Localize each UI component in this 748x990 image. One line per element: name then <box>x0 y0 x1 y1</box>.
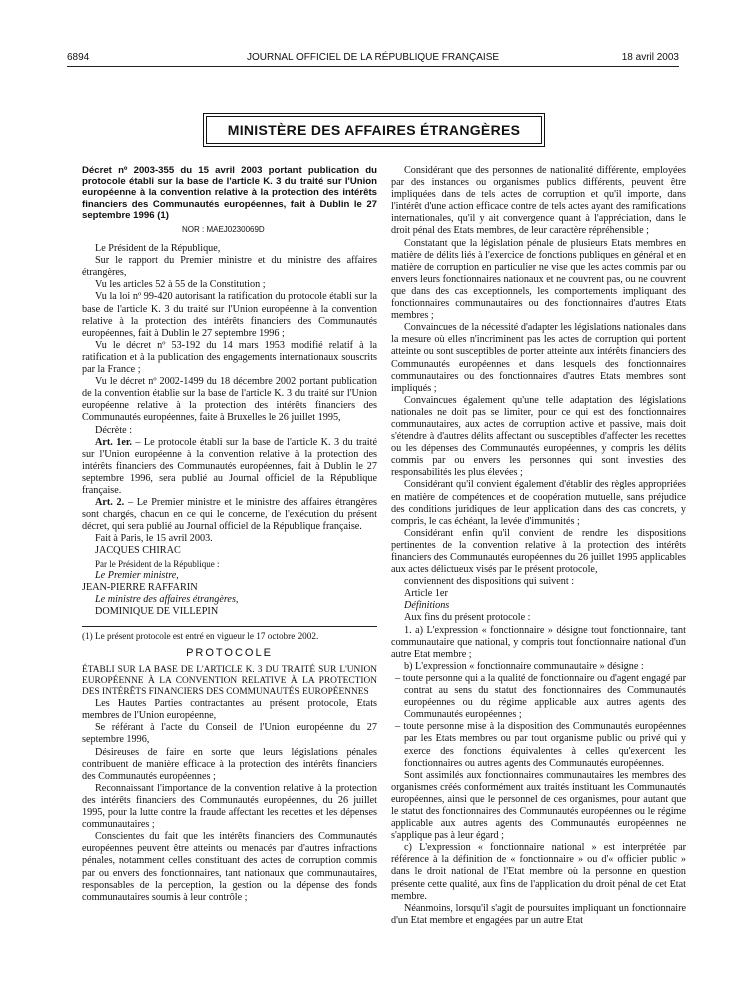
nor-reference: NOR : MAEJ0230069D <box>182 225 265 235</box>
article-1 <box>82 437 377 497</box>
decree-title: Décret nº 2003-355 du 15 avril 2003 portant publication du protocole établi sur la base de l'article K. 3 du traité sur l'Union européenne à la convention relative à la protection des intérêts financiers des Communautés européennes, fait à Dublin le 27 septembre 1996 (1) <box>82 165 377 221</box>
page-number: 6894 <box>67 52 90 63</box>
decrete: Décrète : <box>95 424 133 436</box>
right-column <box>391 165 686 927</box>
paragraph: Vu le décret nº 53-192 du 14 mars 1953 modifié relatif à la ratification et à la publication des engagements internationaux souscrits par la France ; <box>82 339 377 376</box>
paragraph: b) L'expression « fonctionnaire communautaire » désigne : <box>404 660 644 672</box>
pm-name: JEAN-PIERRE RAFFARIN <box>82 581 198 593</box>
footnote: (1) Le présent protocole est entré en vigueur le 17 octobre 2002. <box>82 626 377 642</box>
article-text: – Le Premier ministre et le ministre des affaires étrangères sont chargés, chacun en ce qui le concerne, de l'exécution du présent décret, qui sera publié au Journal officiel de la République française. <box>82 497 377 533</box>
paragraph: c) L'expression « fonctionnaire national » est interprétée par référence à la définition de « fonctionnaire » ou d'« officier public » dans le droit national de l'Etat membre où la personne en question présente cette qualité, aux fins de l'application du droit pénal de cet Etat membre. <box>391 842 686 902</box>
paragraph: Constatant que la législation pénale de plusieurs Etats membres en matière de délits liés à l'exercice de fonctions publiques en général et en matière de corruption en particulier ne vise que les actes commis par ou envers leurs fonctionnaires nationaux et ne couvrent pas, ou ne couvrent que dans des cas exceptionnels, les comportements impliquant des fonctionnaires communautaires ou des fonctionnaires d'autres Etats membres ; <box>391 237 686 322</box>
paragraph: Vu les articles 52 à 55 de la Constitution ; <box>95 279 266 291</box>
paragraph: Conscientes du fait que les intérêts financiers des Communautés européennes peuvent être atteints ou menacés par d'autres infractions pénales, notamment celles constituant des actes de corruption commis par ou envers des fonctionnaires, tant nationaux que communautaires, responsables de la perception, la gestion ou la dépense des fonds communautaires soumis à leur contrôle ; <box>82 831 377 903</box>
ministry-heading: MINISTÈRE DES AFFAIRES ÉTRANGÈRES <box>206 116 542 144</box>
article-label: Art. 1er. <box>95 436 132 448</box>
paragraph: Convaincues de la nécessité d'adapter les législations nationales dans la mesure où elles n'incriminent pas les actes de corruption qui portent atteinte ou sont susceptibles de porter atteinte aux intérêts financiers des Communautés européennes et dans lesquels des fonctionnaires communautaires ou des fonctionnaires d'autres Etats membres sont impliqués ; <box>391 322 686 394</box>
paragraph: Vu le décret nº 2002-1499 du 18 décembre 2002 portant publication de la convention établie sur la base de l'article K. 3 du traité sur l'Union européenne relative à la protection des intérêts financiers des Communautés européennes, faite à Bruxelles le 26 juillet 1995, <box>82 376 377 424</box>
list-item: – toute personne mise à la disposition des Communautés européennes par les Etats membres ou par tout organisme public ou privé qui y exerce des fonctions équivalentes à celles qu'exercent les fonctionnaires ou autres agents des Communautés européennes. <box>395 721 686 769</box>
journal-title: JOURNAL OFFICIEL DE LA RÉPUBLIQUE FRANÇAISE <box>246 52 500 63</box>
paragraph: 1. a) L'expression « fonctionnaire » désigne tout fonctionnaire, tant communautaire que national, y compris tout fonctionnaire national d'un autre Etat membre ; <box>391 624 686 660</box>
paragraph: Sont assimilés aux fonctionnaires communautaires les membres des organismes créés conformément aux traités instituant les Communautés européennes, ainsi que le personnel de ces organismes, pour autant que le statut des fonctionnaires des Communautés européennes ou le régime applicable aux autres agents des Communautés européennes ne s'applique pas à leur égard ; <box>391 769 686 842</box>
article-label: Art. 2. <box>95 497 125 509</box>
paragraph: Reconnaissant l'importance de la convention relative à la protection des intérêts financiers des Communautés européennes, du 26 juillet 1995, pour la lutte contre la fraude affectant les recettes et les dépenses communautaires ; <box>82 782 377 831</box>
paragraph: Vu la loi nº 99-420 autorisant la ratification du protocole établi sur la base de l'article K. 3 du traité sur l'Union européenne à la convention relative à la protection des intérêts financiers des Communautés européennes, fait à Dublin le 27 septembre 1996 ; <box>82 291 377 339</box>
protocole-title: ÉTABLI SUR LA BASE DE L'ARTICLE K. 3 DU TRAITÉ SUR L'UNION EUROPÉENNE À LA CONVENTION RELATIVE À LA PROTECTION DES INTÉRÊTS FINANCIERS DES COMMUNAUTÉS EUROPÉENNES <box>82 665 377 698</box>
article-1-heading: Article 1er <box>404 588 448 600</box>
minister-title: Le ministre des affaires étrangères, <box>95 593 239 605</box>
minister-name: DOMINIQUE DE VILLEPIN <box>95 605 219 617</box>
paragraph: Convaincues également qu'une telle adaptation des législations nationales ne doit pas se limiter, pour ce qui est des fonctionnaires communautaires, aux actes de corruption active et passive, mais doit s'étendre à d'autres délits affectant ou susceptibles d'affecter les recettes ou les dépenses des Communautés européennes, y compris les délits commis par ou envers les personnes qui sont investies des responsabilités les plus élevées ; <box>391 394 686 479</box>
paragraph: Le Président de la République, <box>95 243 221 255</box>
signature-president: JACQUES CHIRAC <box>95 545 181 557</box>
issue-date: 18 avril 2003 <box>621 52 679 63</box>
paragraph: Aux fins du présent protocole : <box>404 612 531 624</box>
pm-title: Le Premier ministre, <box>95 569 179 581</box>
left-column <box>82 165 377 904</box>
header-rule <box>67 66 679 67</box>
paragraph: conviennent des dispositions qui suivent : <box>404 576 575 588</box>
paragraph: Considérant qu'il convient également d'établir des règles appropriées en matière de compétences et de coopération mutuelle, sans préjudice des conditions juridiques de leur application dans des cas concrets, y compris, le cas échéant, la levée d'immunités ; <box>391 479 686 527</box>
paragraph: Se référant à l'acte du Conseil de l'Union européenne du 27 septembre 1996, <box>82 722 377 746</box>
paragraph: Désireuses de faire en sorte que leurs législations pénales contribuent de manière efficace à la protection des intérêts financiers des Communautés européennes ; <box>82 746 377 782</box>
protocole-heading: PROTOCOLE <box>186 647 273 660</box>
definitions-heading: Définitions <box>404 600 450 612</box>
article-text: – Le protocole établi sur la base de l'article K. 3 du traité sur l'Union européenne à la convention relative à la protection des intérêts financiers des Communautés européennes, fait à Dublin le 27 septembre 1996, sera publié au Journal officiel de la République française. <box>82 436 377 496</box>
paragraph: Néanmoins, lorsqu'il s'agit de poursuites impliquant un fonctionnaire d'un Etat membre et engagées par un autre Etat <box>391 902 686 926</box>
list-item: – toute personne qui a la qualité de fonctionnaire ou d'agent engagé par contrat au sens du statut des fonctionnaires des Communautés européennes ou du régime applicable aux autres agents des Communautés européennes ; <box>395 672 686 721</box>
par-le-president: Par le Président de la République : <box>95 558 220 569</box>
article-2 <box>82 497 377 533</box>
paragraph: Considérant enfin qu'il convient de rendre les dispositions pertinentes de la convention relative à la protection des intérêts financiers des Communautés européennes du 26 juillet 1995 applicables aux actes délictueux visés par le présent protocole, <box>391 527 686 576</box>
paragraph: Les Hautes Parties contractantes au présent protocole, Etats membres de l'Union européenne, <box>82 698 377 722</box>
fait-a-paris: Fait à Paris, le 15 avril 2003. <box>95 533 213 545</box>
page-header <box>67 52 679 66</box>
paragraph: Considérant que des personnes de nationalité différente, employées par des instances ou organismes publics différents, peuvent être impliquées dans de tels actes de corruption et qu'il importe, dans l'intérêt d'une action efficace contre de tels actes ayant des ramifications internationales, qu'il y ait convergence quant à l'appréciation, dans le droit pénal des Etats membres, de leur caractère répréhensible ; <box>391 165 686 237</box>
paragraph: Sur le rapport du Premier ministre et du ministre des affaires étrangères, <box>82 255 377 279</box>
